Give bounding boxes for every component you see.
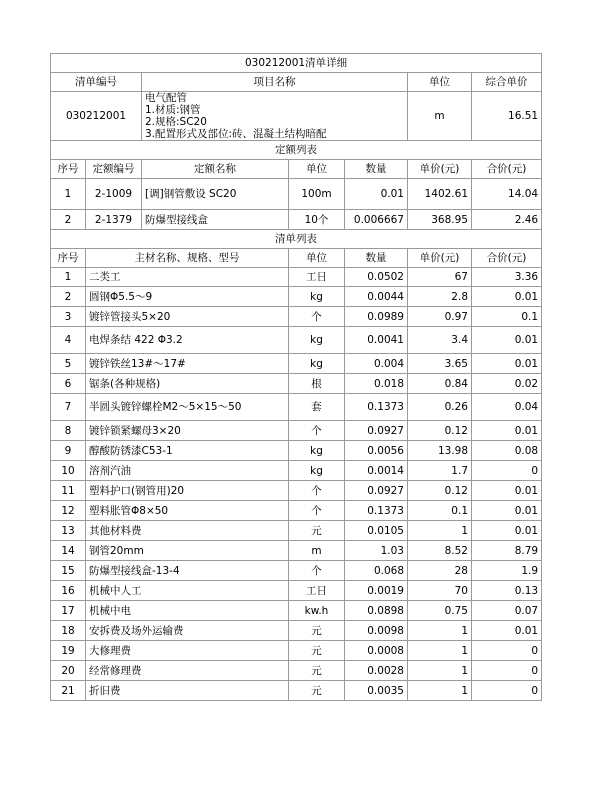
material-unit: kw.h [289, 601, 345, 621]
material-price: 0.26 [408, 394, 472, 421]
material-name: 其他材料费 [86, 521, 289, 541]
material-price: 1 [408, 661, 472, 681]
material-name: 机械中电 [86, 601, 289, 621]
material-row [51, 641, 542, 661]
material-qty: 0.0008 [345, 641, 408, 661]
main-item-name-line: 2.规格:SC20 [145, 116, 207, 128]
material-total: 0.01 [472, 621, 542, 641]
material-name: 镀锌铁丝13#～17# [86, 354, 289, 374]
material-section-title: 清单列表 [51, 230, 542, 249]
material-no: 3 [51, 307, 86, 327]
quota-qty: 0.01 [345, 179, 408, 210]
quota-header-price: 单价(元) [408, 160, 472, 179]
material-header-total: 合价(元) [472, 249, 542, 268]
material-name: 镀锌锁紧螺母3×20 [86, 421, 289, 441]
material-name: 安拆费及场外运输费 [86, 621, 289, 641]
material-no: 4 [51, 327, 86, 354]
material-unit: m [289, 541, 345, 561]
material-qty: 0.0035 [345, 681, 408, 701]
material-total: 0.01 [472, 481, 542, 501]
material-total: 0 [472, 641, 542, 661]
material-row [51, 481, 542, 501]
material-unit: 个 [289, 421, 345, 441]
material-unit: 个 [289, 501, 345, 521]
material-unit: kg [289, 327, 345, 354]
material-qty: 1.03 [345, 541, 408, 561]
material-total: 0 [472, 461, 542, 481]
material-no: 8 [51, 421, 86, 441]
main-item-unit: m [408, 92, 472, 141]
material-name: 防爆型接线盒-13-4 [86, 561, 289, 581]
quota-total: 2.46 [472, 210, 542, 230]
material-header-qty: 数量 [345, 249, 408, 268]
material-total: 0.02 [472, 374, 542, 394]
material-qty: 0.0044 [345, 287, 408, 307]
quota-header-unit: 单位 [289, 160, 345, 179]
material-total: 1.9 [472, 561, 542, 581]
material-unit: kg [289, 441, 345, 461]
material-unit: 个 [289, 307, 345, 327]
main-item-row [51, 92, 542, 141]
material-name: 大修理费 [86, 641, 289, 661]
material-no: 18 [51, 621, 86, 641]
material-unit: 套 [289, 394, 345, 421]
quota-unit: 100m [289, 179, 345, 210]
quota-row [51, 210, 542, 230]
material-unit: 个 [289, 481, 345, 501]
material-row [51, 541, 542, 561]
material-unit: 个 [289, 561, 345, 581]
main-item-name-line: 3.配置形式及部位:砖、混凝土结构暗配 [145, 128, 327, 140]
quota-header-code: 定额编号 [86, 160, 142, 179]
material-row [51, 394, 542, 421]
material-row [51, 268, 542, 287]
bill-detail-table [50, 53, 542, 701]
material-price: 70 [408, 581, 472, 601]
material-row [51, 461, 542, 481]
quota-no: 2 [51, 210, 86, 230]
material-unit: 元 [289, 621, 345, 641]
material-price: 2.8 [408, 287, 472, 307]
quota-name: [调]钢管敷设 SC20 [142, 179, 289, 210]
material-no: 20 [51, 661, 86, 681]
quota-price: 1402.61 [408, 179, 472, 210]
material-row [51, 327, 542, 354]
material-no: 16 [51, 581, 86, 601]
material-price: 1 [408, 641, 472, 661]
material-row [51, 374, 542, 394]
material-unit: kg [289, 287, 345, 307]
material-qty: 0.068 [345, 561, 408, 581]
material-price: 0.75 [408, 601, 472, 621]
material-price: 3.65 [408, 354, 472, 374]
quota-name: 防爆型接线盒 [142, 210, 289, 230]
material-qty: 0.0056 [345, 441, 408, 461]
header-bill-code: 清单编号 [51, 73, 142, 92]
material-price: 28 [408, 561, 472, 581]
material-unit: 根 [289, 374, 345, 394]
material-name: 醇酸防锈漆C53-1 [86, 441, 289, 461]
title-row [51, 54, 542, 73]
quota-total: 14.04 [472, 179, 542, 210]
quota-header-name: 定额名称 [142, 160, 289, 179]
material-qty: 0.0502 [345, 268, 408, 287]
material-unit: 元 [289, 661, 345, 681]
material-no: 14 [51, 541, 86, 561]
material-qty: 0.0927 [345, 481, 408, 501]
material-unit: kg [289, 354, 345, 374]
material-row [51, 521, 542, 541]
material-qty: 0.0028 [345, 661, 408, 681]
material-qty: 0.0898 [345, 601, 408, 621]
material-price: 0.12 [408, 421, 472, 441]
quota-header-total: 合价(元) [472, 160, 542, 179]
material-total: 0.13 [472, 581, 542, 601]
quota-section-row [51, 141, 542, 160]
material-header-unit: 单位 [289, 249, 345, 268]
material-price: 1 [408, 681, 472, 701]
material-name: 锯条(各种规格) [86, 374, 289, 394]
main-item-price: 16.51 [472, 92, 542, 141]
material-row [51, 661, 542, 681]
material-total: 0 [472, 661, 542, 681]
quota-header-qty: 数量 [345, 160, 408, 179]
material-header-row [51, 249, 542, 268]
material-header-name: 主材名称、规格、型号 [86, 249, 289, 268]
material-price: 67 [408, 268, 472, 287]
material-price: 13.98 [408, 441, 472, 461]
material-total: 0.01 [472, 327, 542, 354]
header-unit: 单位 [408, 73, 472, 92]
material-header-no: 序号 [51, 249, 86, 268]
quota-header-no: 序号 [51, 160, 86, 179]
material-no: 13 [51, 521, 86, 541]
material-no: 6 [51, 374, 86, 394]
table-title: 030212001清单详细 [51, 54, 542, 73]
quota-code: 2-1379 [86, 210, 142, 230]
material-no: 11 [51, 481, 86, 501]
material-row [51, 501, 542, 521]
material-name: 钢管20mm [86, 541, 289, 561]
material-row [51, 581, 542, 601]
material-price: 0.97 [408, 307, 472, 327]
material-unit: 元 [289, 521, 345, 541]
material-no: 15 [51, 561, 86, 581]
material-name: 电焊条结 422 Φ3.2 [86, 327, 289, 354]
material-name: 塑料护口(钢管用)20 [86, 481, 289, 501]
material-total: 0.08 [472, 441, 542, 461]
material-qty: 0.1373 [345, 394, 408, 421]
material-qty: 0.0014 [345, 461, 408, 481]
material-price: 3.4 [408, 327, 472, 354]
material-row [51, 621, 542, 641]
quota-header-row [51, 160, 542, 179]
material-name: 圆钢Φ5.5～9 [86, 287, 289, 307]
main-item-name [142, 92, 408, 141]
material-total: 0.01 [472, 521, 542, 541]
material-no: 17 [51, 601, 86, 621]
header-item-name: 项目名称 [142, 73, 408, 92]
material-total: 0.1 [472, 307, 542, 327]
material-qty: 0.0989 [345, 307, 408, 327]
material-total: 0.01 [472, 421, 542, 441]
material-unit: 工日 [289, 581, 345, 601]
material-qty: 0.0041 [345, 327, 408, 354]
material-qty: 0.0019 [345, 581, 408, 601]
material-name: 镀锌管接头5×20 [86, 307, 289, 327]
material-total: 0.07 [472, 601, 542, 621]
material-unit: 元 [289, 641, 345, 661]
material-price: 1.7 [408, 461, 472, 481]
material-price: 0.1 [408, 501, 472, 521]
material-total: 0.01 [472, 287, 542, 307]
material-row [51, 307, 542, 327]
material-price: 0.12 [408, 481, 472, 501]
material-name: 溶剂汽油 [86, 461, 289, 481]
material-qty: 0.1373 [345, 501, 408, 521]
material-price: 1 [408, 621, 472, 641]
material-price: 1 [408, 521, 472, 541]
material-qty: 0.0098 [345, 621, 408, 641]
material-row [51, 561, 542, 581]
main-item-name-line: 电气配管 [145, 92, 187, 104]
material-unit: kg [289, 461, 345, 481]
material-no: 19 [51, 641, 86, 661]
material-row [51, 601, 542, 621]
material-qty: 0.0105 [345, 521, 408, 541]
material-no: 10 [51, 461, 86, 481]
quota-code: 2-1009 [86, 179, 142, 210]
main-item-name-line: 1.材质:钢管 [145, 104, 201, 116]
material-total: 0.01 [472, 501, 542, 521]
material-no: 21 [51, 681, 86, 701]
material-name: 机械中人工 [86, 581, 289, 601]
main-item-code: 030212001 [51, 92, 142, 141]
material-no: 1 [51, 268, 86, 287]
material-no: 9 [51, 441, 86, 461]
material-total: 8.79 [472, 541, 542, 561]
material-total: 0 [472, 681, 542, 701]
quota-no: 1 [51, 179, 86, 210]
material-name: 二类工 [86, 268, 289, 287]
material-total: 3.36 [472, 268, 542, 287]
material-row [51, 441, 542, 461]
quota-section-title: 定额列表 [51, 141, 542, 160]
material-qty: 0.018 [345, 374, 408, 394]
material-unit: 工日 [289, 268, 345, 287]
quota-row [51, 179, 542, 210]
material-name: 经常修理费 [86, 661, 289, 681]
material-row [51, 681, 542, 701]
material-qty: 0.004 [345, 354, 408, 374]
material-name: 折旧费 [86, 681, 289, 701]
material-price: 0.84 [408, 374, 472, 394]
material-no: 7 [51, 394, 86, 421]
material-price: 8.52 [408, 541, 472, 561]
material-section-row [51, 230, 542, 249]
material-name: 半圆头镀锌螺栓M2～5×15～50 [86, 394, 289, 421]
material-name: 塑料胀管Φ8×50 [86, 501, 289, 521]
quota-price: 368.95 [408, 210, 472, 230]
material-total: 0.04 [472, 394, 542, 421]
material-no: 2 [51, 287, 86, 307]
quota-qty: 0.006667 [345, 210, 408, 230]
header-unit-price: 综合单价 [472, 73, 542, 92]
material-total: 0.01 [472, 354, 542, 374]
material-row [51, 287, 542, 307]
material-row [51, 421, 542, 441]
quota-unit: 10个 [289, 210, 345, 230]
material-unit: 元 [289, 681, 345, 701]
material-header-price: 单价(元) [408, 249, 472, 268]
material-qty: 0.0927 [345, 421, 408, 441]
material-row [51, 354, 542, 374]
material-no: 5 [51, 354, 86, 374]
main-header-row [51, 73, 542, 92]
material-no: 12 [51, 501, 86, 521]
